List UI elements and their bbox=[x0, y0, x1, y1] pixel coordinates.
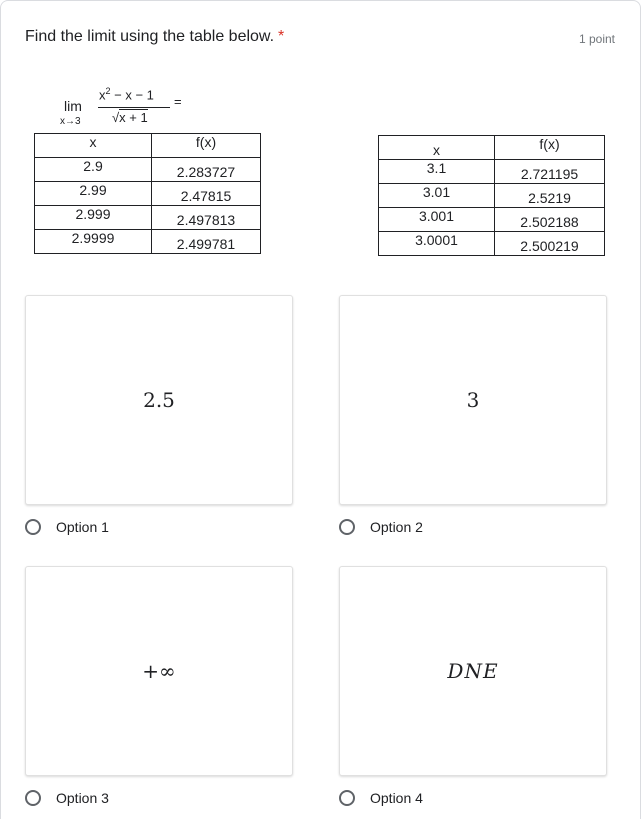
table-header-row bbox=[35, 134, 261, 158]
option-1-value: 2.5 bbox=[143, 388, 175, 412]
table-row bbox=[379, 184, 605, 208]
points-label: 1 point bbox=[578, 32, 615, 46]
option-2-choice[interactable] bbox=[339, 519, 423, 535]
cell-x: 3.0001 bbox=[379, 232, 495, 256]
option-3-label: Option 3 bbox=[56, 790, 109, 806]
option-2-label: Option 2 bbox=[370, 519, 423, 535]
cell-x: 3.01 bbox=[379, 184, 495, 208]
option-4-label: Option 4 bbox=[370, 790, 423, 806]
cell-x: 2.999 bbox=[35, 206, 152, 230]
question-title bbox=[25, 28, 284, 46]
option-4-choice[interactable] bbox=[339, 790, 423, 806]
required-asterisk: * bbox=[278, 28, 285, 45]
table-row bbox=[35, 206, 261, 230]
lim-subscript: x→3 bbox=[60, 116, 81, 127]
header-x: x bbox=[35, 134, 152, 158]
option-3-value: +∞ bbox=[142, 659, 176, 683]
table-header-row bbox=[379, 136, 605, 160]
cell-x: 2.9999 bbox=[35, 230, 152, 254]
fraction-bar bbox=[98, 107, 170, 108]
option-4-radio[interactable] bbox=[339, 790, 355, 806]
table-row bbox=[35, 158, 261, 182]
header-x: x bbox=[379, 136, 495, 160]
table-row bbox=[379, 208, 605, 232]
header-fx: f(x) bbox=[495, 136, 605, 160]
fraction-numerator: $x^2 - x - 1$ bbox=[99, 86, 154, 103]
option-3-radio[interactable] bbox=[25, 790, 41, 806]
header-fx: f(x) bbox=[152, 134, 261, 158]
table-row bbox=[379, 232, 605, 256]
cell-fx: 2.721195 bbox=[495, 160, 605, 184]
lim-word: lim bbox=[64, 98, 82, 114]
table-row bbox=[35, 230, 261, 254]
cell-fx: 2.502188 bbox=[495, 208, 605, 232]
option-2-radio[interactable] bbox=[339, 519, 355, 535]
option-1-image[interactable] bbox=[25, 295, 293, 505]
cell-fx: 2.47815 bbox=[152, 182, 261, 206]
option-3-choice[interactable] bbox=[25, 790, 109, 806]
table-row bbox=[379, 160, 605, 184]
option-1-radio[interactable] bbox=[25, 519, 41, 535]
fraction-denominator: √x + 1 bbox=[112, 110, 148, 125]
cell-fx: 2.499781 bbox=[152, 230, 261, 254]
option-4-value: DNE bbox=[447, 659, 499, 683]
option-4-image[interactable] bbox=[339, 566, 607, 776]
cell-x: 2.9 bbox=[35, 158, 152, 182]
cell-x: 3.001 bbox=[379, 208, 495, 232]
cell-x: 2.99 bbox=[35, 182, 152, 206]
cell-x: 3.1 bbox=[379, 160, 495, 184]
limit-formula bbox=[60, 84, 190, 130]
option-1-label: Option 1 bbox=[56, 519, 109, 535]
cell-fx: 2.497813 bbox=[152, 206, 261, 230]
values-table-right bbox=[378, 135, 605, 256]
cell-fx: 2.5219 bbox=[495, 184, 605, 208]
question-text: Find the limit using the table below. bbox=[25, 28, 275, 45]
option-2-image[interactable] bbox=[339, 295, 607, 505]
cell-fx: 2.500219 bbox=[495, 232, 605, 256]
option-2-value: 3 bbox=[466, 388, 480, 412]
cell-fx: 2.283727 bbox=[152, 158, 261, 182]
option-1-choice[interactable] bbox=[25, 519, 109, 535]
equals-sign: = bbox=[174, 94, 182, 109]
option-3-image[interactable] bbox=[25, 566, 293, 776]
values-table-left bbox=[34, 133, 261, 254]
table-row bbox=[35, 182, 261, 206]
